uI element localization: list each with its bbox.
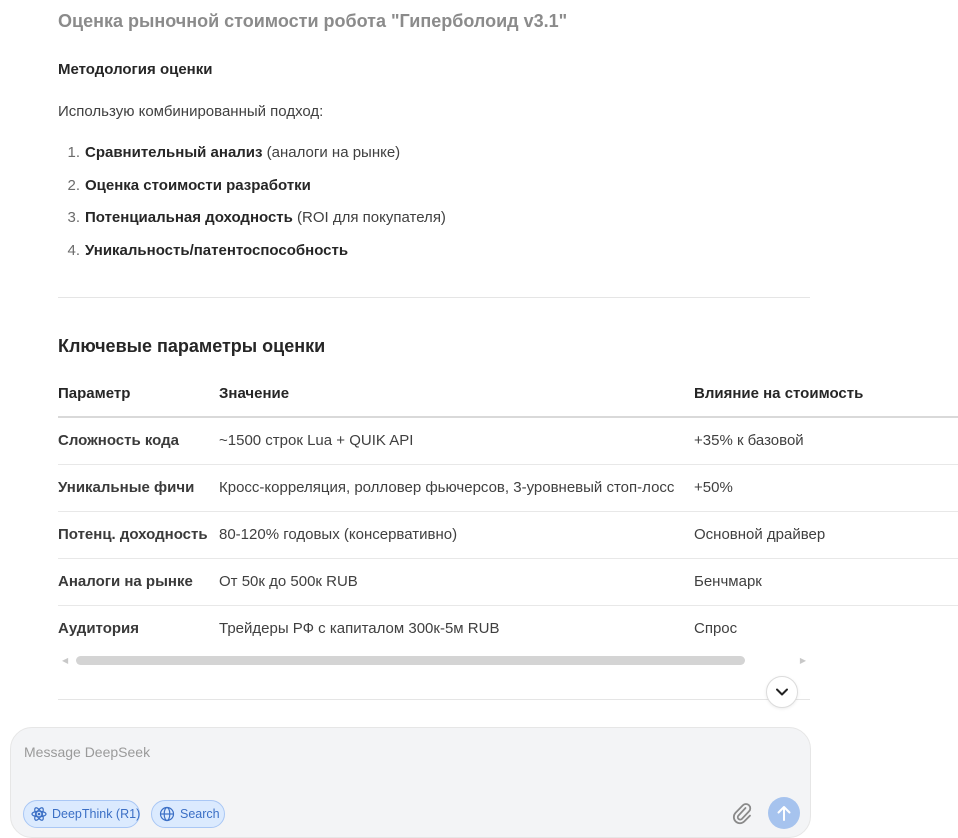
table-cell: Уникальные фичи (58, 479, 195, 496)
table-row (58, 465, 958, 512)
table-cell: Кросс-корреляция, ролловер фьючерсов, 3-уровневый стоп-лосс (219, 479, 675, 496)
table-cell: +35% к базовой (694, 432, 804, 449)
table-cell: Спрос (694, 620, 738, 637)
document-title: Оценка рыночной стоимости робота "Гиперболоид v3.1" (58, 11, 568, 31)
table-row (58, 606, 958, 653)
chevron-down-icon (775, 685, 789, 699)
table-cell: ~1500 строк Lua + QUIK API (219, 432, 414, 449)
search-button[interactable] (151, 800, 225, 828)
table-header-row (58, 371, 958, 418)
list-item: 2. Оценка стоимости разработки (67, 176, 311, 194)
table-row (58, 512, 958, 559)
table-row (58, 559, 958, 606)
table-cell: Трейдеры РФ с капиталом 300к-5м RUB (219, 620, 500, 637)
send-button[interactable] (768, 797, 800, 829)
intro-text: Использую комбинированный подход: (58, 103, 324, 120)
table-cell: 80-120% годовых (консервативно) (219, 526, 458, 543)
section-divider (58, 297, 810, 298)
scroll-to-bottom-button[interactable] (766, 676, 798, 708)
params-heading: Ключевые параметры оценки (58, 336, 326, 356)
table-cell: Основной драйвер (694, 526, 826, 543)
table-cell: Потенц. доходность (58, 526, 208, 543)
table-row (58, 418, 958, 465)
list-item: 3. Потенциальная доходность (ROI для покупателя) (67, 209, 446, 226)
header-cell-impact: Влияние на стоимость (694, 385, 864, 402)
scroll-right-icon[interactable]: ▶ (799, 656, 806, 665)
paperclip-icon[interactable] (730, 801, 754, 827)
deepthink-label: DeepThink (R1) (52, 807, 141, 821)
table-horizontal-scrollbar[interactable] (58, 655, 810, 667)
table-cell: Сложность кода (58, 432, 180, 449)
scrollbar-thumb[interactable] (76, 656, 745, 665)
message-input[interactable] (24, 741, 724, 763)
approach-list (58, 144, 446, 274)
table-cell: Аналоги на рынке (58, 573, 193, 590)
section-divider (58, 699, 810, 700)
table-cell: Бенчмарк (694, 573, 762, 590)
header-cell-value: Значение (219, 385, 290, 402)
methodology-heading: Методология оценки (58, 61, 213, 78)
table-cell: +50% (694, 479, 733, 496)
globe-icon (159, 806, 175, 822)
message-composer (10, 727, 811, 838)
deepthink-button[interactable] (23, 800, 140, 828)
atom-icon (31, 806, 47, 822)
list-item: 1. Сравнительный анализ (аналоги на рынке) (67, 144, 401, 161)
search-label: Search (180, 807, 220, 821)
table-cell: Аудитория (58, 620, 139, 637)
list-item: 4. Уникальность/патентоспособность (67, 241, 349, 259)
header-cell-parameter: Параметр (58, 385, 131, 402)
arrow-up-icon (776, 804, 792, 822)
assistant-message (58, 0, 864, 712)
table-cell: От 50к до 500к RUB (219, 573, 358, 590)
scroll-left-icon[interactable]: ◀ (62, 656, 69, 665)
params-table (58, 371, 864, 653)
